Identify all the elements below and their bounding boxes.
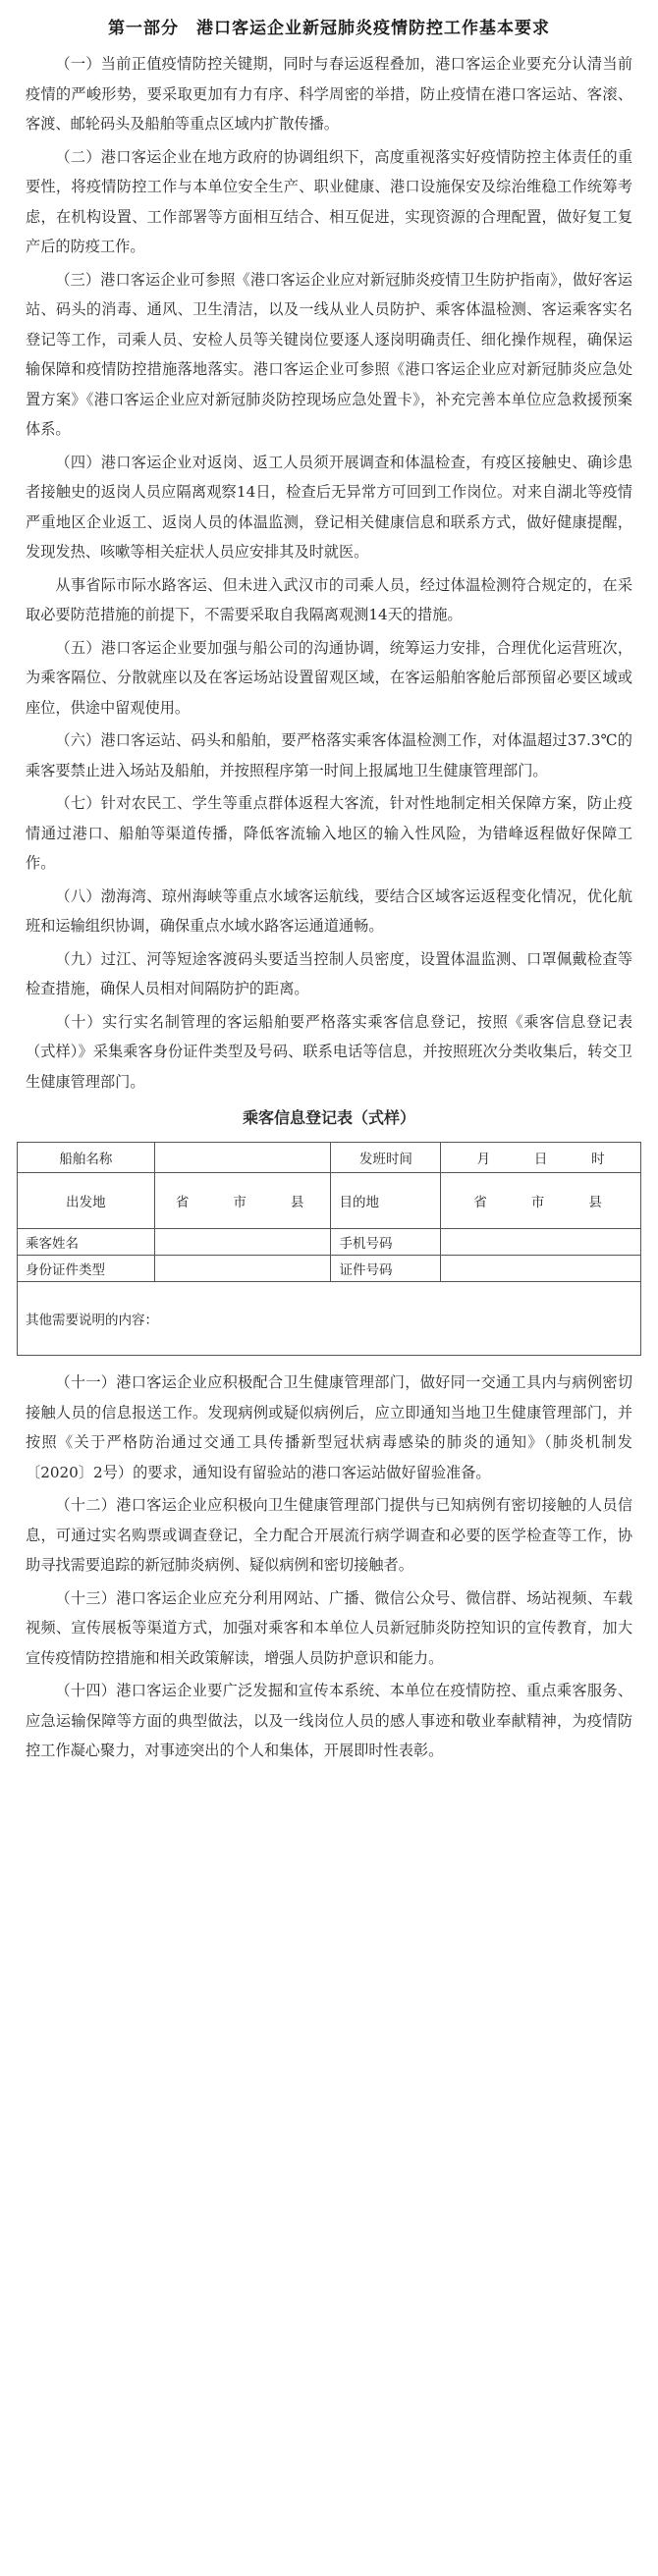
paragraph-13: （十三）港口客运企业应充分利用网站、广播、微信公众号、微信群、场站视频、车载视频、宣传展板等渠道方式，加强对乘客和本单位人员新冠肺炎防控知识的宣传教育，加大宣传疫情防控措施和相关政策解读，增强人员防护意识和能力。	[26, 1588, 632, 1667]
id-no-cell	[441, 1256, 641, 1282]
id-type-cell	[154, 1256, 331, 1282]
origin-value: 省 市 县	[154, 1173, 331, 1229]
id-no-label: 证件号码	[331, 1256, 441, 1282]
paragraph-8: （八）渤海湾、琼州海峡等重点水域客运航线，要结合区域客运返程变化情况，优化航班和运输组织协调，确保重点水域水路客运通道通畅。	[26, 886, 632, 935]
passenger-name-label: 乘客姓名	[18, 1229, 155, 1256]
paragraph-14: （十四）港口客运企业要广泛发掘和宣传本系统、本单位在疫情防控、重点乘客服务、应急运输保障等方面的典型做法，以及一线岗位人员的感人事迹和敬业奉献精神，为疫情防控工作凝心聚力，对事迹突出的个人和集体，开展即时性表彰。	[26, 1682, 632, 1759]
month-label: 月	[476, 1152, 491, 1167]
paragraph-12: （十二）港口客运企业应积极向卫生健康管理部门提供与已知病例有密切接触的人员信息，可通过实名购票或调查登记，全力配合开展流行病学调查和必要的医学检查等工作，协助寻找需要追踪的新冠肺炎病例、疑似病例和密切接触者。	[26, 1496, 632, 1574]
paragraph-1: （一）当前正值疫情防控关键期，同时与春运返程叠加，港口客运企业要充分认清当前疫情的严峻形势，要采取更加有力有序、科学周密的举措，防止疫情在港口客运站、客滚、客渡、邮轮码头及船舶等重点区域内扩散传播。	[26, 55, 632, 133]
passenger-name-cell	[154, 1229, 331, 1256]
paragraph-9: （九）过江、河等短途客渡码头要适当控制人员密度，设置体温监测、口罩佩戴检查等检查措施，确保人员相对间隔防护的距离。	[26, 949, 632, 997]
paragraph-7: （七）针对农民工、学生等重点群体返程大客流，针对性地制定相关保障方案，防止疫情通过港口、船舶等渠道传播，降低客流输入地区的输入性风险，为错峰返程做好保障工作。	[26, 794, 632, 872]
paragraph-3: （三）港口客运企业可参照《港口客运企业应对新冠肺炎疫情卫生防护指南》，做好客运站、码头的消毒、通风、卫生清洁，以及一线从业人员防护、乘客体温检测、客运乘客实名登记等工作，司乘人员、安检人员等关键岗位要逐人逐岗明确责任、细化操作规程，确保运输保障和疫情防控措施落地落实。港口客运企业可参照《港口客运企业应对新冠肺炎应急处置方案》《港口客运企业应对新冠肺炎防控现场应急处置卡》，补充完善本单位应急救援预案体系。	[26, 270, 632, 438]
ship-name-label: 船舶名称	[18, 1143, 155, 1173]
passenger-info-form	[17, 1142, 641, 1356]
ship-name-cell	[154, 1143, 331, 1173]
depart-time-cell	[441, 1143, 641, 1173]
dest-label: 目的地	[331, 1173, 441, 1229]
day-label: 日	[533, 1152, 548, 1167]
id-type-label: 身份证件类型	[18, 1256, 155, 1282]
dest-value: 省 市 县	[441, 1173, 641, 1229]
paragraph-10: （十）实行实名制管理的客运船舶要严格落实乘客信息登记，按照《乘客信息登记表（式样）》采集乘客身份证件类型及号码、联系电话等信息，并按照班次分类收集后，转交卫生健康管理部门。	[26, 1012, 632, 1091]
notes-label: 其他需要说明的内容：	[26, 1313, 158, 1328]
document-title: 第一部分 港口客运企业新冠肺炎疫情防控工作基本要求	[108, 19, 550, 38]
paragraph-4: （四）港口客运企业对返岗、返工人员须开展调查和体温检查，有疫区接触史、确诊患者接触史的返岗人员应隔离观察14日，检查后无异常方可回到工作岗位。对来自湖北等疫情严重地区企业返工、返岗人员的体温监测，登记相关健康信息和联系方式，做好健康提醒，发现发热、咳嗽等相关症状人员应安排其及时就医。	[26, 453, 632, 561]
form-row-route	[18, 1173, 641, 1229]
form-row-notes	[18, 1282, 641, 1356]
paragraph-6: （六）港口客运站、码头和船舶，要严格落实乘客体温检测工作，对体温超过37.3℃的乘客要禁止进入场站及船舶，并按照程序第一时间上报属地卫生健康管理部门。	[26, 731, 632, 779]
phone-label: 手机号码	[331, 1229, 441, 1256]
phone-cell	[441, 1229, 641, 1256]
form-row-id	[18, 1256, 641, 1282]
paragraph-11: （十一）港口客运企业应积极配合卫生健康管理部门，做好同一交通工具内与病例密切接触人员的信息报送工作。发现病例或疑似病例后，应立即通知当地卫生健康管理部门，并按照《关于严格防治通过交通工具传播新型冠状病毒感染的肺炎的通知》（肺炎机制发〔2020〕2号）的要求，通知设有留验站的港口客运站做好留验准备。	[26, 1373, 632, 1481]
paragraph-5: （五）港口客运企业要加强与船公司的沟通协调，统筹运力安排，合理优化运营班次，为乘客隔位、分散就座以及在客运场站设置留观区域，在客运船舶客舱后部预留必要区域或座位，供途中留观使用。	[26, 638, 632, 717]
paragraph-2: （二）港口客运企业在地方政府的协调组织下，高度重视落实好疫情防控主体责任的重要性，将疫情防控工作与本单位安全生产、职业健康、港口设施保安及综治维稳工作统筹考虑，在机构设置、工作部署等方面相互结合、相互促进，实现资源的合理配置，做好复工复产后的防疫工作。	[26, 147, 632, 255]
after-table-section	[26, 1368, 632, 1766]
origin-label: 出发地	[18, 1173, 155, 1229]
notes-cell	[18, 1282, 641, 1356]
form-row-ship	[18, 1143, 641, 1173]
paragraph-4-supplement: 从事省际市际水路客运、但未进入武汉市的司乘人员，经过体温检测符合规定的，在采取必要防范措施的前提下，不需要采取自我隔离观测14天的措施。	[26, 575, 632, 623]
depart-time-label: 发班时间	[331, 1143, 441, 1173]
form-title: 乘客信息登记表（式样）	[242, 1108, 415, 1127]
form-row-name	[18, 1229, 641, 1256]
hour-label: 时	[591, 1152, 605, 1167]
